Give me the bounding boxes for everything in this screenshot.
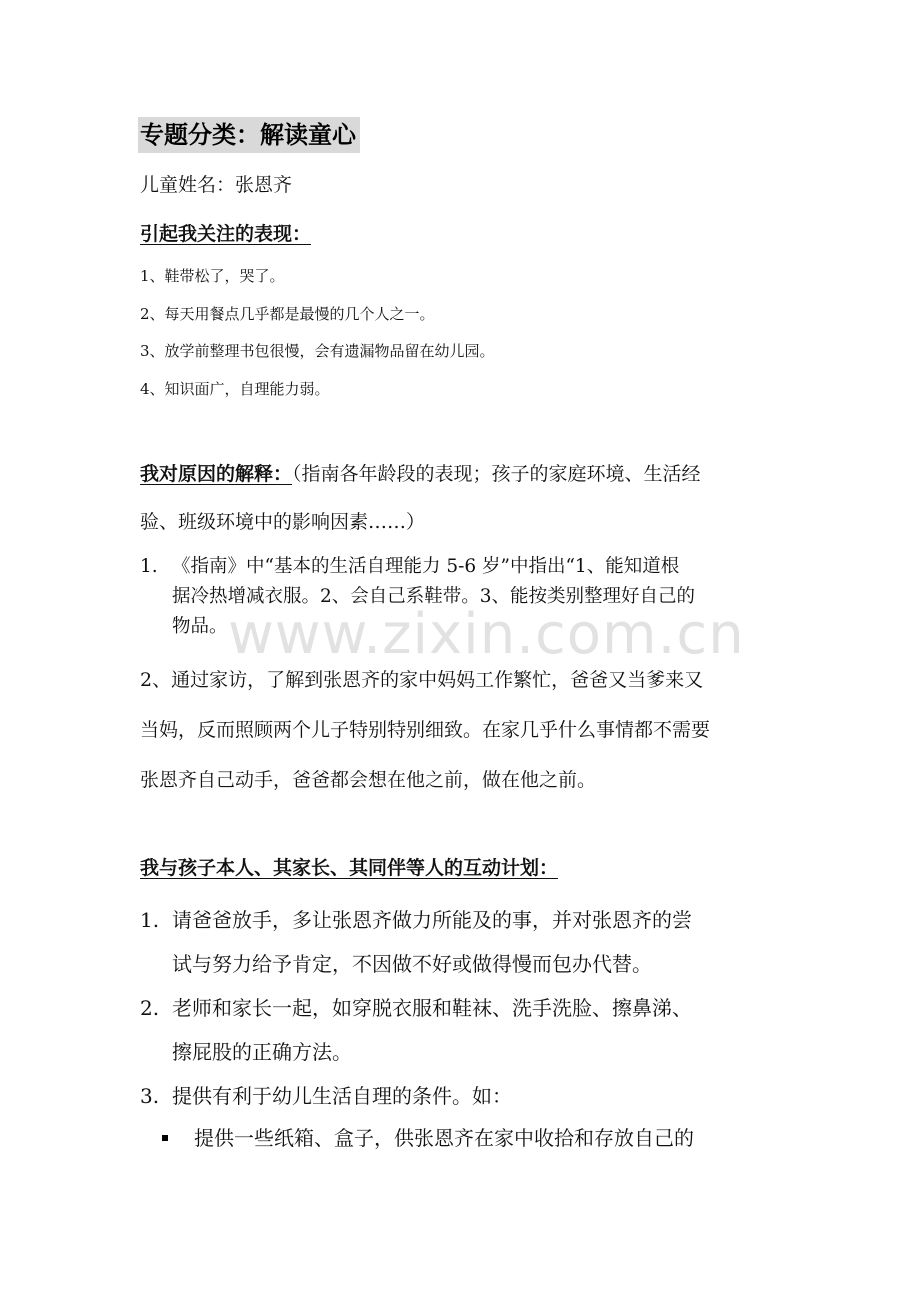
plan-item-number: 2.: [140, 996, 160, 1020]
concern-item: 1、鞋带松了，哭了。: [140, 267, 285, 285]
guide-item-line: 据冷热增减衣服。2、会自己系鞋带。3、能按类别整理好自己的: [172, 586, 696, 607]
plan-item-line: 老师和家长一起，如穿脱衣服和鞋袜、洗手洗脸、擦鼻涕、: [172, 996, 692, 1020]
home-visit-line: 当妈，反而照顾两个儿子特别特别细致。在家几乎什么事情都不需要: [140, 719, 711, 741]
guide-list: [140, 552, 785, 642]
home-visit-paragraph: [140, 655, 785, 805]
plan-item-line: 试与努力给予肯定，不因做不好或做得慢而包办代替。: [172, 952, 652, 976]
home-visit-line: 2、通过家访，了解到张恩齐的家中妈妈工作繁忙，爸爸又当爹来又: [140, 669, 704, 691]
watermark: www.zixin.com.cn: [228, 602, 745, 667]
guide-item-number: 1.: [140, 556, 158, 577]
topic-title: 专题分类：解读童心: [138, 117, 360, 153]
plan-heading: [140, 854, 558, 882]
plan-item-number: 1.: [140, 908, 160, 932]
square-bullet-icon: [162, 1135, 168, 1141]
child-name-line: 儿童姓名：张恩齐: [140, 174, 293, 196]
concern-heading: [140, 220, 311, 248]
plan-item-line: 提供有利于幼儿生活自理的条件。如：: [172, 1084, 512, 1108]
reason-note-line1: （指南各年龄段的表现；孩子的家庭环境、生活经: [292, 463, 701, 485]
reason-heading-line: [140, 457, 785, 491]
plan-item: [140, 1074, 790, 1118]
concern-item: 3、放学前整理书包很慢，会有遗漏物品留在幼儿园。: [140, 342, 495, 360]
plan-item-line: 擦屁股的正确方法。: [172, 1040, 352, 1064]
guide-item-line: 《指南》中“基本的生活自理能力 5-6 岁”中指出“1、能知道根: [172, 556, 680, 577]
plan-item: [140, 986, 790, 1074]
concern-item: 2、每天用餐点几乎都是最慢的几个人之一。: [140, 304, 435, 323]
plan-bullet-item: [162, 1118, 694, 1158]
concern-item: 4、知识面广，自理能力弱。: [140, 379, 330, 398]
plan-list: [140, 898, 790, 1118]
guide-item: [140, 552, 785, 642]
plan-bullet-text: 提供一些纸箱、盒子，供张恩齐在家中收拾和存放自己的: [194, 1126, 694, 1150]
concern-heading-text: 引起我关注的表现：: [140, 223, 312, 245]
guide-item-line: 物品。: [172, 616, 228, 637]
reason-note-line2: 验、班级环境中的影响因素……）: [140, 511, 426, 533]
plan-item-number: 3.: [140, 1084, 160, 1108]
plan-item-line: 请爸爸放手，多让张恩齐做力所能及的事，并对张恩齐的尝: [172, 908, 692, 932]
plan-item: [140, 898, 790, 986]
reason-heading: 我对原因的解释：: [140, 463, 293, 485]
concern-list: [140, 258, 495, 408]
home-visit-line: 张恩齐自己动手，爸爸都会想在他之前，做在他之前。: [140, 769, 597, 791]
plan-heading-text: 我与孩子本人、其家长、其同伴等人的互动计划：: [140, 857, 559, 879]
